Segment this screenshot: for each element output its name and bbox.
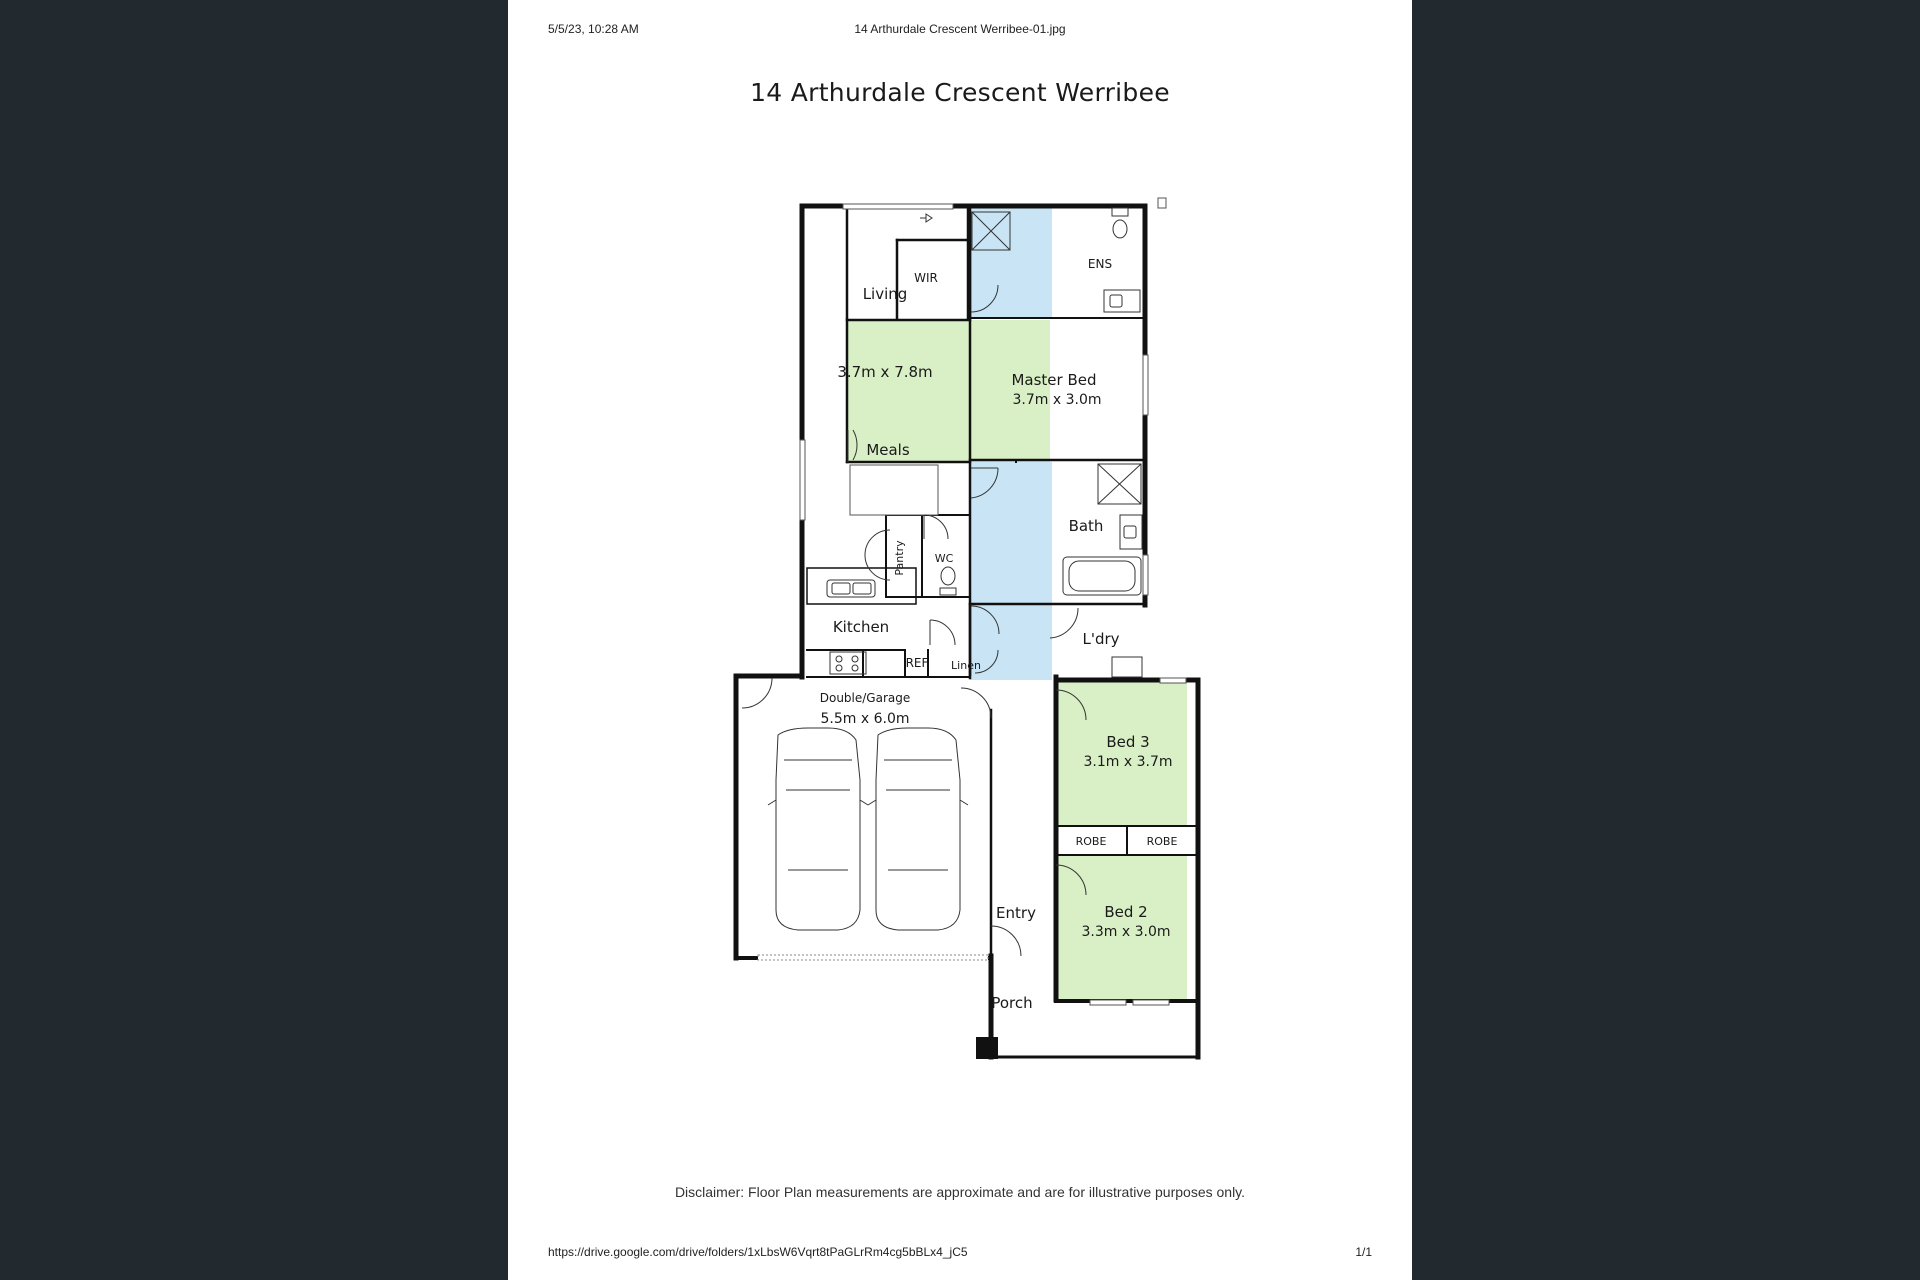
bed2-size: 3.3m x 3.0m — [1081, 924, 1171, 940]
kitchen-island — [850, 465, 938, 515]
robe-left-label: ROBE — [1075, 835, 1107, 848]
living-size: 3.7m x 7.8m — [837, 363, 933, 381]
entry-label: Entry — [996, 904, 1036, 922]
car-icon — [868, 728, 968, 930]
bed3-label: Bed 3 — [1106, 733, 1150, 751]
bed3-area — [1056, 680, 1187, 826]
toilet-icon — [940, 567, 956, 595]
meals-label: Meals — [866, 441, 910, 459]
kitchen-label: Kitchen — [832, 618, 890, 636]
ensuite-area — [970, 208, 1052, 318]
ref-label: REF — [905, 656, 929, 670]
garage-door — [758, 955, 988, 960]
porch-label: Porch — [991, 994, 1033, 1012]
sink-icon — [827, 580, 875, 597]
robe-right-label: ROBE — [1146, 835, 1178, 848]
ens-label: ENS — [1087, 257, 1113, 271]
bed2-label: Bed 2 — [1104, 903, 1148, 921]
laundry-label: L'dry — [1082, 630, 1120, 648]
laundry-area — [970, 604, 1052, 680]
toilet-icon — [1112, 208, 1128, 238]
bathtub-icon — [1063, 557, 1141, 595]
wir-label: WIR — [914, 271, 938, 285]
laundry-trough — [1112, 657, 1142, 677]
linen-label: Linen — [951, 659, 981, 672]
living-label: Living — [862, 285, 908, 303]
vanity-icon — [1104, 290, 1140, 312]
page-number: 1/1 — [1355, 1245, 1372, 1259]
footer-url: https://drive.google.com/drive/folders/1xLbsW6Vqrt8tPaGLrRm4cg5bBLx4_jC5 — [548, 1245, 968, 1259]
bath-area — [970, 462, 1052, 604]
print-date: 5/5/23, 10:28 AM — [548, 22, 639, 36]
file-name: 14 Arthurdale Crescent Werribee-01.jpg — [854, 22, 1066, 36]
shower-icon — [1098, 464, 1141, 504]
bed3-size: 3.1m x 3.7m — [1083, 754, 1173, 770]
bath-label: Bath — [1068, 517, 1104, 535]
document-page — [508, 0, 1412, 1280]
cooktop-icon — [830, 652, 866, 674]
master-bed-size: 3.7m x 3.0m — [1012, 392, 1102, 408]
pantry-label: Pantry — [893, 540, 906, 576]
porch-column — [976, 1037, 998, 1059]
garage-size: 5.5m x 6.0m — [820, 711, 910, 727]
master-bed-label: Master Bed — [1011, 371, 1097, 389]
page-title: 14 Arthurdale Crescent Werribee — [750, 78, 1170, 107]
floor-plan — [508, 0, 1412, 1280]
car-icon — [768, 728, 868, 930]
garage-label: Double/Garage — [819, 691, 911, 705]
disclaimer-text: Disclaimer: Floor Plan measurements are approximate and are for illustrative purposes only. — [674, 1184, 1246, 1200]
vanity-icon — [1120, 515, 1142, 549]
wc-label: WC — [934, 552, 954, 565]
